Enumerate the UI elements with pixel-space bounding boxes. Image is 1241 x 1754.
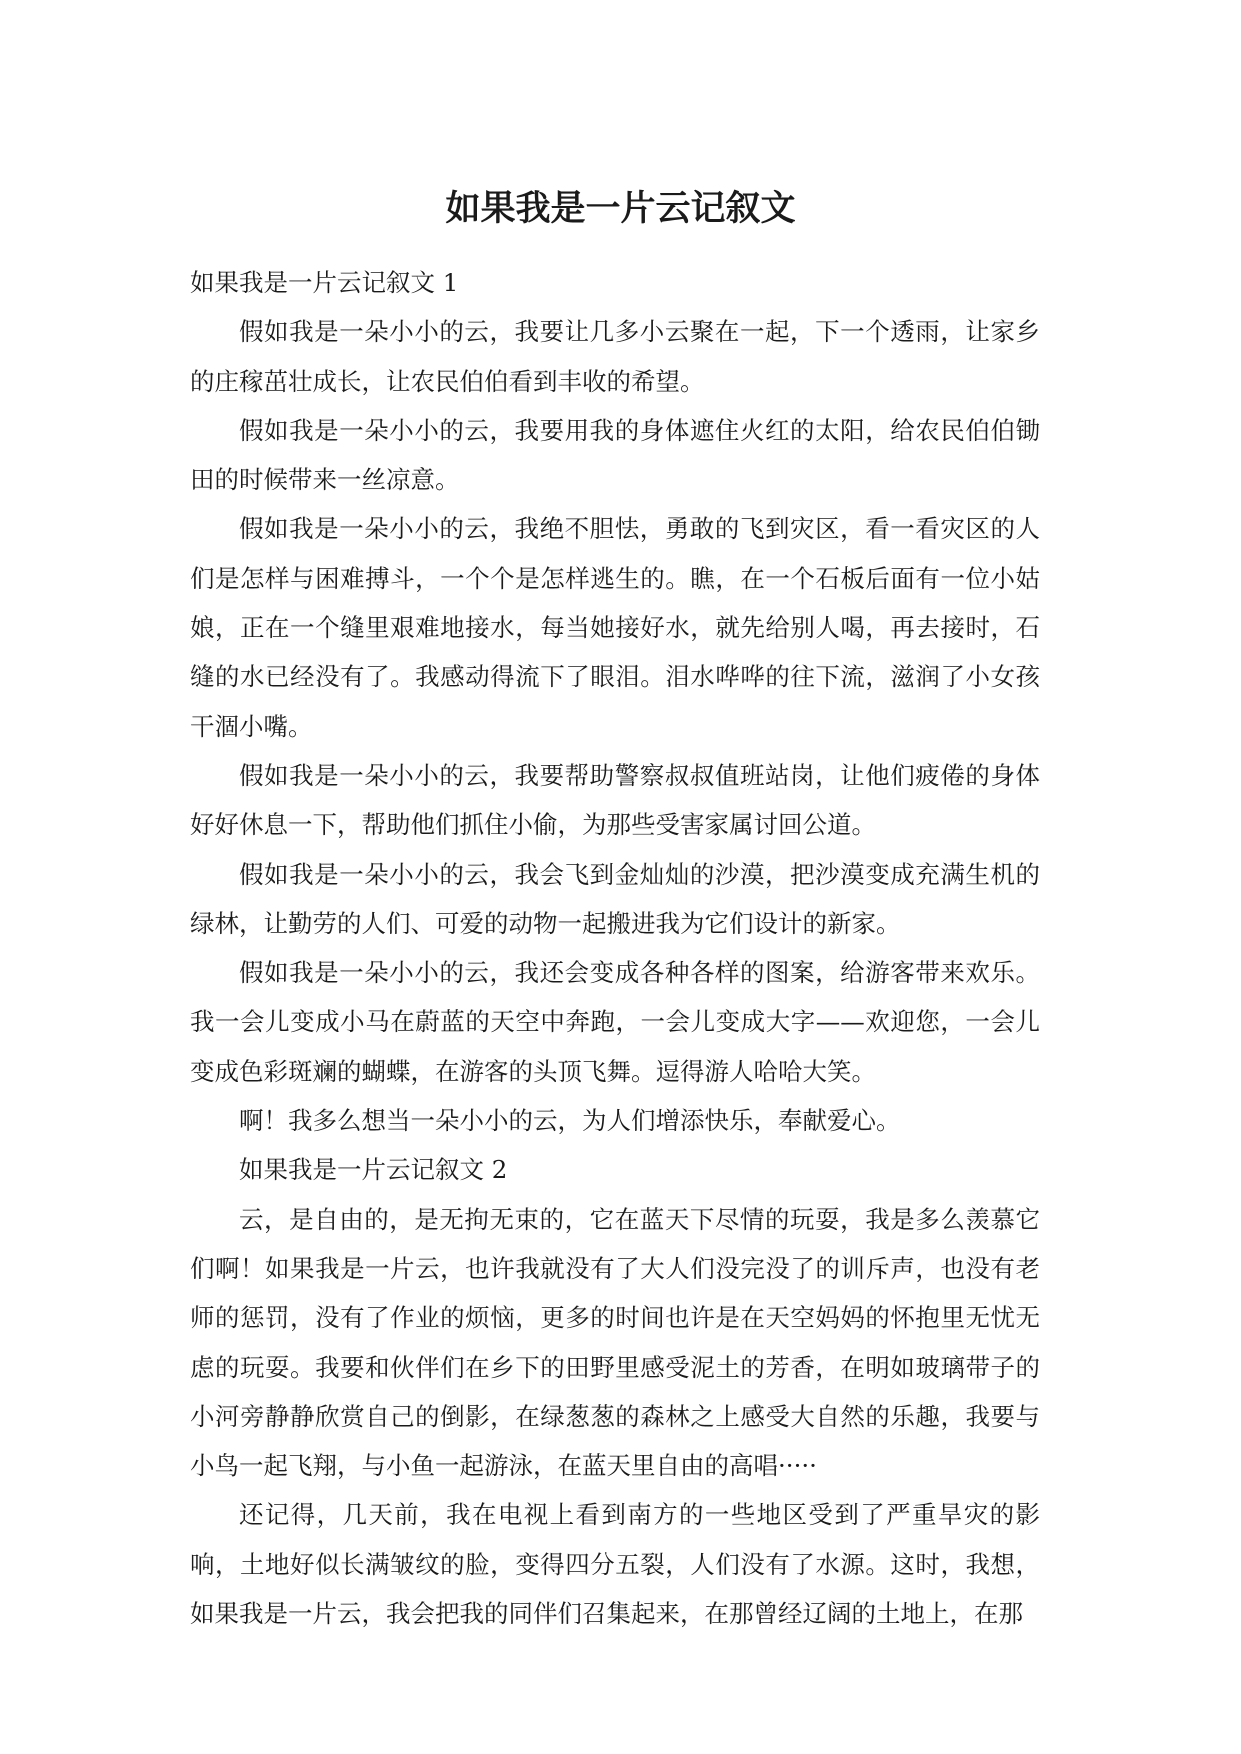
document-body: [190, 258, 1040, 1638]
section-heading-2: 如果我是一片云记叙文 2: [239, 1155, 508, 1185]
paragraph: 啊！我多么想当一朵小小的云，为人们增添快乐，奉献爱心。: [239, 1106, 901, 1136]
section-heading-1: 如果我是一片云记叙文 1: [190, 268, 459, 297]
paragraph: 云，是自由的，是无拘无束的，它在蓝天下尽情的玩耍，我是多么羡慕它们啊！如果我是一片云，也许我就没有了大人们没完没了的训斥声，也没有老师的惩罚，没有了作业的烦恼，更多的时间也许是在天空妈妈的怀抱里无忧无虑的玩耍。我要和伙伴们在乡下的田野里感受泥土的芳香，在明如玻璃带子的小河旁静静欣赏自己的倒影，在绿葱葱的森林之上感受大自然的乐趣，我要与小鸟一起飞翔，与小鱼一起游泳，在蓝天里自由的高唱·····: [190, 1204, 1040, 1481]
paragraph: 假如我是一朵小小的云，我要让几多小云聚在一起，下一个透雨，让家乡的庄稼茁壮成长，让农民伯伯看到丰收的希望。: [190, 317, 1040, 396]
document-title: 如果我是一片云记叙文: [445, 189, 796, 229]
paragraph: 假如我是一朵小小的云，我绝不胆怯，勇敢的飞到灾区，看一看灾区的人们是怎样与困难搏斗，一个个是怎样逃生的。瞧，在一个石板后面有一位小姑娘，正在一个缝里艰难地接水，每当她接好水，就先给别人喝，再去接时，石缝的水已经没有了。我感动得流下了眼泪。泪水哗哗的往下流，滋润了小女孩干涸小嘴。: [190, 514, 1040, 741]
paragraph: 假如我是一朵小小的云，我还会变成各种各样的图案，给游客带来欢乐。我一会儿变成小马在蔚蓝的天空中奔跑，一会儿变成大字——欢迎您，一会儿变成色彩斑斓的蝴蝶，在游客的头顶飞舞。逗得游人哈哈大笑。: [190, 958, 1040, 1086]
paragraph: 假如我是一朵小小的云，我要帮助警察叔叔值班站岗，让他们疲倦的身体好好休息一下，帮助他们抓住小偷，为那些受害家属讨回公道。: [190, 760, 1040, 840]
paragraph: 还记得，几天前，我在电视上看到南方的一些地区受到了严重旱灾的影响，土地好似长满皱纹的脸，变得四分五裂，人们没有了水源。这时，我想，如果我是一片云，我会把我的同伴们召集起来，在那曾经辽阔的土地上，在那: [190, 1500, 1040, 1629]
paragraph: 假如我是一朵小小的云，我会飞到金灿灿的沙漠，把沙漠变成充满生机的绿林，让勤劳的人们、可爱的动物一起搬进我为它们设计的新家。: [190, 859, 1040, 938]
paragraph: 假如我是一朵小小的云，我要用我的身体遮住火红的太阳，给农民伯伯锄田的时候带来一丝凉意。: [190, 415, 1040, 495]
